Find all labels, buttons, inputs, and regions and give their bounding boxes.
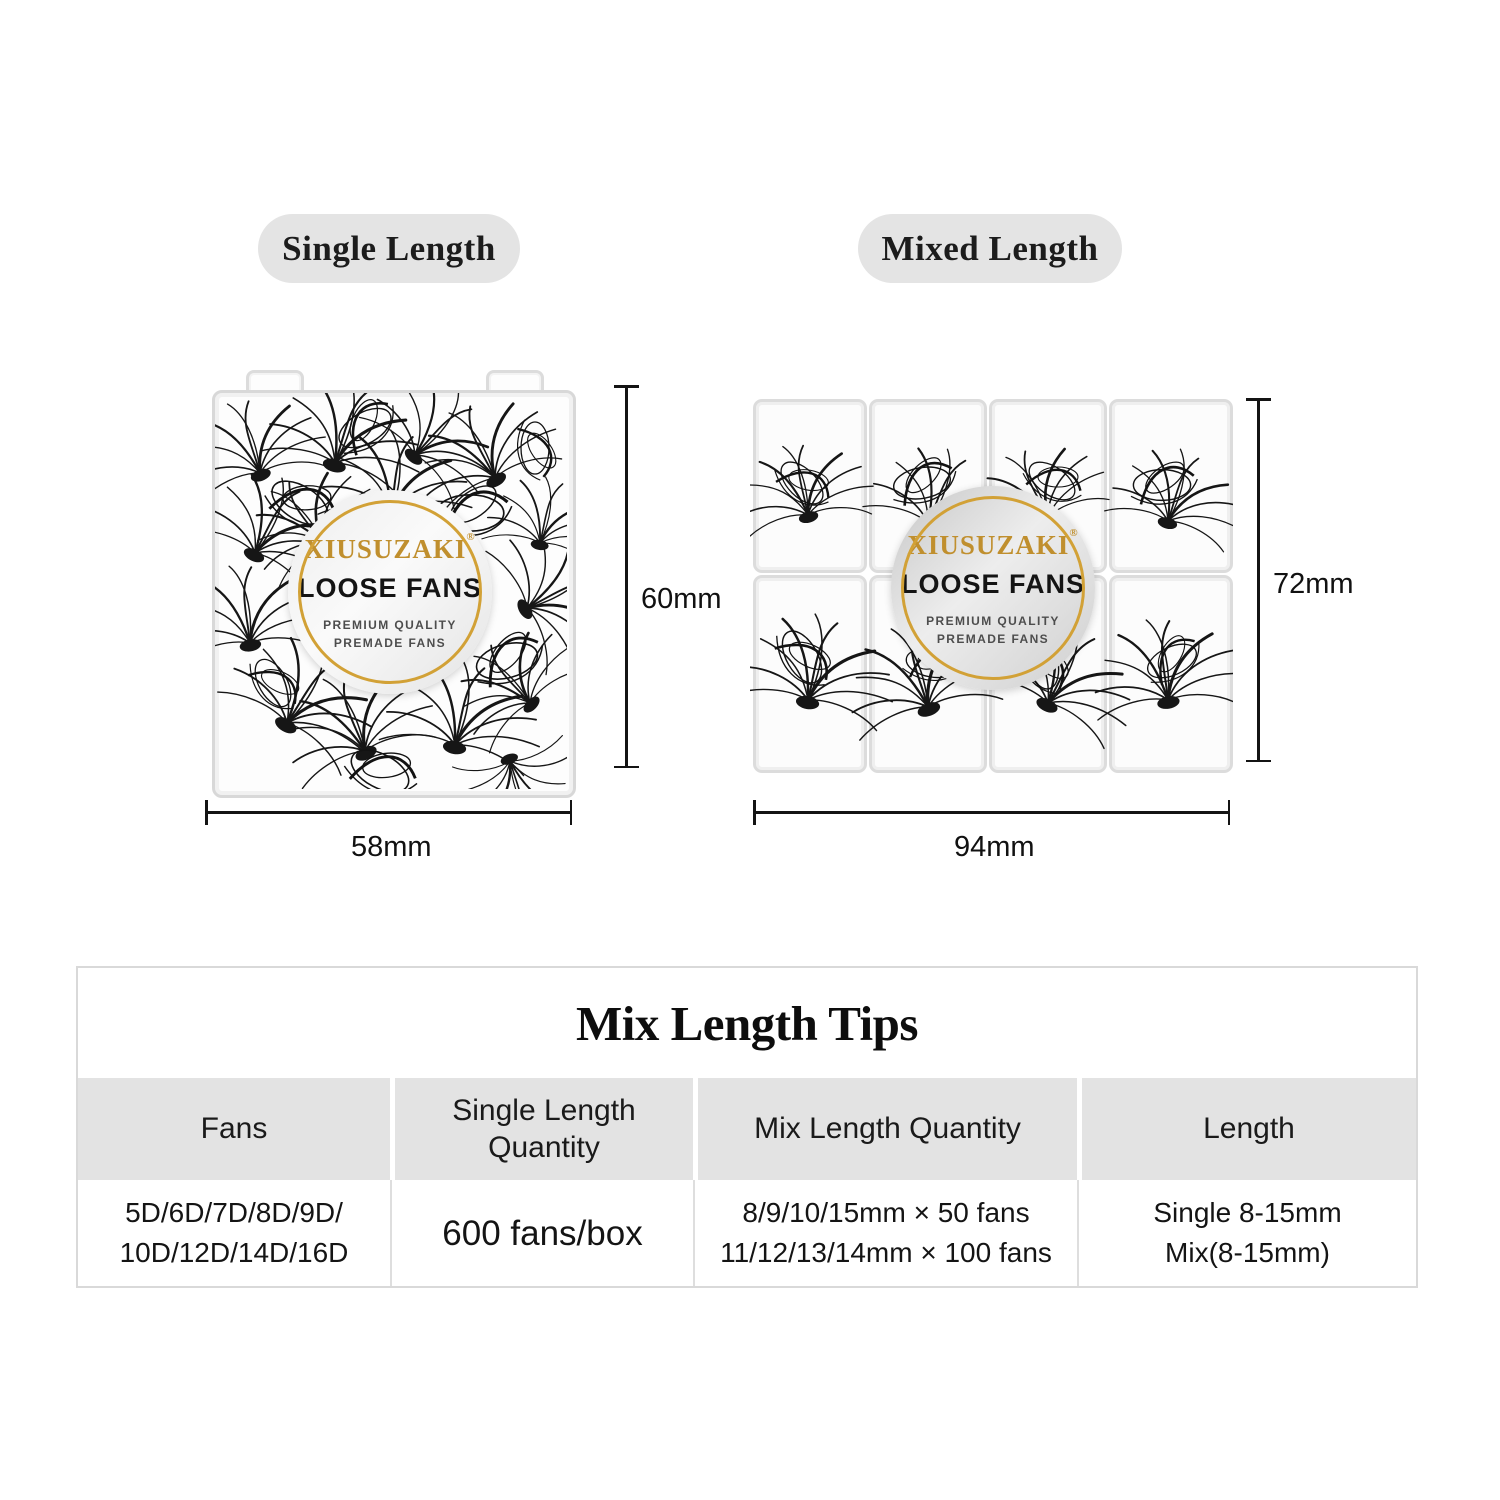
- tagline-line2: PREMADE FANS: [333, 636, 447, 650]
- dimension-line-58mm: [205, 811, 572, 814]
- table-title: Mix Length Tips: [576, 995, 918, 1051]
- spec-table: [76, 966, 1418, 1288]
- tagline-line1: PREMIUM QUALITY: [926, 614, 1060, 628]
- brand-name: [907, 528, 1078, 559]
- product-tagline: [323, 616, 457, 652]
- registered-mark: ®: [1069, 527, 1079, 539]
- header-fans: Fans: [78, 1078, 390, 1180]
- cell-length: [1077, 1180, 1416, 1286]
- registered-mark: ®: [466, 531, 476, 543]
- fans-line2: 10D/12D/14D/16D: [119, 1237, 349, 1268]
- brand-text: XIUSUZAKI: [304, 534, 467, 564]
- header-single-length-quantity: Single Length Quantity: [390, 1078, 693, 1180]
- dimension-label-60mm: 60mm: [641, 583, 722, 615]
- dimension-label-58mm: 58mm: [351, 831, 432, 863]
- mixed-box-round-label: [891, 486, 1095, 690]
- cell-mix-length-quantity: [693, 1180, 1077, 1286]
- length-line2: Mix(8-15mm): [1165, 1237, 1330, 1268]
- product-name: LOOSE FANS: [297, 573, 483, 603]
- table-header-row: [78, 1078, 1416, 1180]
- single-length-badge: Single Length: [258, 214, 520, 283]
- dimension-line-72mm: [1257, 398, 1260, 762]
- mix-quantity-line1: 8/9/10/15mm × 50 fans: [742, 1197, 1030, 1229]
- cell-fans: [78, 1180, 390, 1286]
- header-length: Length: [1077, 1078, 1416, 1180]
- table-data-row: [78, 1180, 1416, 1286]
- product-name: LOOSE FANS: [900, 569, 1086, 599]
- tagline-line2: PREMADE FANS: [936, 632, 1050, 646]
- single-box-round-label: [288, 490, 492, 694]
- brand-name: [304, 532, 475, 563]
- dimension-line-60mm: [625, 385, 628, 768]
- brand-text: XIUSUZAKI: [907, 530, 1070, 560]
- header-mix-length-quantity: Mix Length Quantity: [693, 1078, 1077, 1180]
- length-line1: Single 8-15mm: [1153, 1197, 1342, 1229]
- dimension-line-94mm: [753, 811, 1230, 814]
- tagline-line1: PREMIUM QUALITY: [323, 618, 457, 632]
- product-tagline: [926, 612, 1060, 648]
- cell-single-length-quantity: 600 fans/box: [390, 1180, 693, 1286]
- mix-quantity-line2: 11/12/13/14mm × 100 fans: [720, 1237, 1052, 1268]
- fans-line1: 5D/6D/7D/8D/9D/: [125, 1197, 343, 1229]
- dimension-label-94mm: 94mm: [954, 831, 1035, 863]
- mixed-length-badge: Mixed Length: [858, 214, 1122, 283]
- dimension-label-72mm: 72mm: [1273, 568, 1354, 600]
